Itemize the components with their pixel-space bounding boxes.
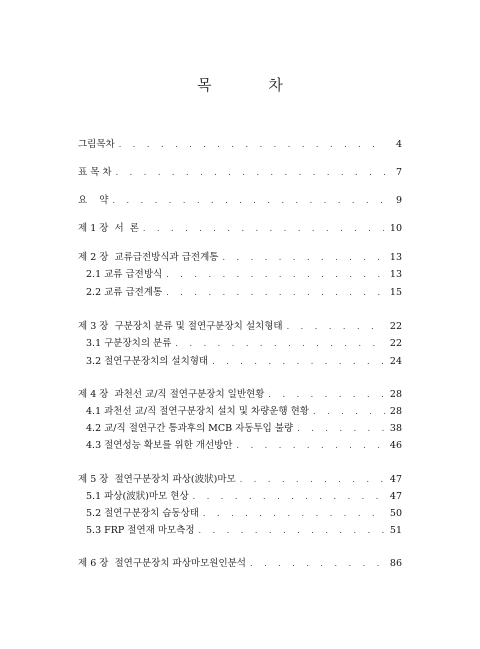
toc-label: 3.2 절연구분장치의 설치형태 bbox=[86, 356, 209, 367]
toc-entry-chapter-2 bbox=[78, 251, 402, 265]
toc-leader bbox=[240, 473, 386, 487]
toc-page-number: 86 bbox=[389, 558, 402, 569]
toc-label: 5.1 파상(波狀)마모 현상 bbox=[86, 491, 189, 502]
toc-entry-summary bbox=[78, 194, 402, 208]
toc-page-number: 47 bbox=[389, 491, 402, 502]
toc-leader bbox=[199, 524, 386, 538]
toc-page-number: 7 bbox=[395, 167, 402, 178]
page-title: 목 차 bbox=[197, 76, 309, 94]
toc-leader bbox=[116, 166, 386, 180]
toc-leader bbox=[203, 507, 386, 521]
toc-label: 4.3 절연성능 확보를 위한 개선방안 bbox=[86, 440, 233, 451]
toc-leader bbox=[166, 268, 386, 282]
toc-leader bbox=[297, 422, 386, 436]
toc-entry-section-3-2 bbox=[86, 355, 402, 369]
toc-page-number: 50 bbox=[389, 508, 402, 519]
toc-leader bbox=[166, 286, 386, 300]
toc-page-number: 13 bbox=[389, 269, 402, 280]
toc-leader bbox=[287, 320, 386, 334]
toc-label: 5.3 FRP 절연재 마모측정 bbox=[86, 525, 195, 536]
toc-page-number: 46 bbox=[389, 440, 402, 451]
toc-page-number: 28 bbox=[389, 406, 402, 417]
toc-entry-section-2-1 bbox=[86, 268, 402, 282]
toc-page-number: 22 bbox=[389, 321, 402, 332]
toc-page-number: 24 bbox=[389, 356, 402, 367]
toc-label: 3.1 구분장치의 분류 bbox=[86, 338, 172, 349]
toc-entry-section-3-1 bbox=[86, 337, 402, 351]
toc-page-number: 38 bbox=[389, 423, 402, 434]
toc-leader bbox=[119, 138, 386, 152]
toc-label: 표 목 차 bbox=[78, 167, 112, 178]
toc-leader bbox=[175, 337, 386, 351]
toc-leader bbox=[237, 439, 386, 453]
toc-entry-section-5-3 bbox=[86, 524, 402, 538]
toc-label: 제 2 장 교류급전방식과 급전계통 bbox=[78, 252, 219, 263]
toc-entry-section-5-2 bbox=[86, 507, 402, 521]
toc-page-number: 22 bbox=[389, 338, 402, 349]
toc-entry-figure-list bbox=[78, 138, 402, 152]
toc-leader bbox=[313, 405, 386, 419]
toc-label: 2.2 교류 급전계통 bbox=[86, 287, 163, 298]
toc-page-number: 9 bbox=[395, 195, 402, 206]
toc-label: 제 6 장 절연구분장치 파상마모원인분석 bbox=[78, 558, 246, 569]
toc-page-number: 4 bbox=[395, 139, 402, 150]
toc-page-number: 47 bbox=[389, 474, 402, 485]
toc-entry-section-4-2 bbox=[86, 422, 402, 436]
toc-leader bbox=[193, 490, 386, 504]
toc-leader bbox=[268, 388, 386, 402]
toc-label: 2.1 교류 급전방식 bbox=[86, 269, 163, 280]
toc-leader bbox=[112, 194, 386, 208]
toc-label: 요 약 bbox=[78, 195, 109, 206]
toc-label: 제 4 장 과천선 교/직 절연구분장치 일반현황 bbox=[78, 389, 265, 400]
toc-entry-section-4-1 bbox=[86, 405, 402, 419]
toc-page-number: 28 bbox=[389, 389, 402, 400]
toc-page-number: 51 bbox=[389, 525, 402, 536]
toc-entry-section-5-1 bbox=[86, 490, 402, 504]
toc-label: 제 1 장 서 론 bbox=[78, 223, 139, 234]
toc-page-number: 10 bbox=[389, 223, 402, 234]
toc-entry-chapter-6 bbox=[78, 557, 402, 571]
toc-page-number: 15 bbox=[389, 287, 402, 298]
toc-leader bbox=[143, 222, 386, 236]
toc-label: 그림목차 bbox=[78, 139, 115, 150]
toc-leader bbox=[250, 557, 386, 571]
toc-leader bbox=[212, 355, 386, 369]
toc-entry-section-4-3 bbox=[86, 439, 402, 453]
toc-entry-chapter-5 bbox=[78, 473, 402, 487]
toc-leader bbox=[222, 251, 385, 265]
toc-entry-chapter-1 bbox=[78, 222, 402, 236]
toc-label: 5.2 절연구분장치 습동상태 bbox=[86, 508, 199, 519]
toc-page-number: 13 bbox=[389, 252, 402, 263]
toc-entry-table-list bbox=[78, 166, 402, 180]
toc-label: 4.1 과천선 교/직 절연구분장치 설치 및 차량운행 현황 bbox=[86, 406, 309, 417]
toc-label: 제 5 장 절연구분장치 파상(波狀)마모 bbox=[78, 474, 236, 485]
toc-entry-chapter-3 bbox=[78, 320, 402, 334]
toc-entry-section-2-2 bbox=[86, 286, 402, 300]
toc-label: 4.2 교/직 절연구간 통과후의 MCB 자동투입 불량 bbox=[86, 423, 294, 434]
toc-entry-chapter-4 bbox=[78, 388, 402, 402]
toc-label: 제 3 장 구분장치 분류 및 절연구분장치 설치형태 bbox=[78, 321, 283, 332]
